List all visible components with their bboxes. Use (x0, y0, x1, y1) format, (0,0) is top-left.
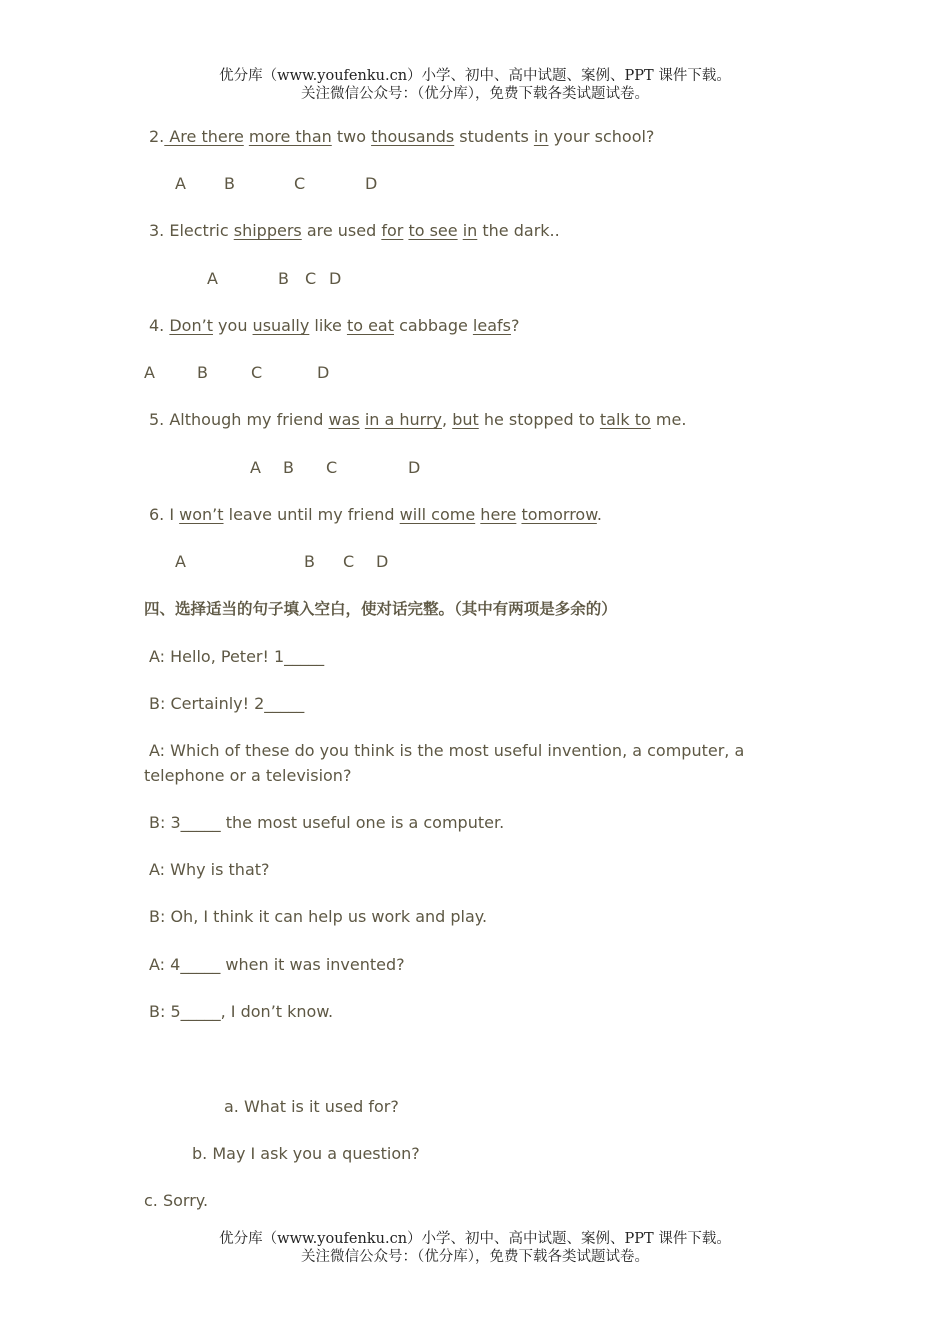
page-header (0, 67, 950, 103)
option-letter-c: C (251, 363, 263, 382)
choice-b: b. May I ask you a question? (192, 1144, 420, 1163)
underlined-part-c: thousands (371, 127, 455, 146)
option-letter-c: C (326, 458, 338, 477)
dialogue-line-8: B: 5_____, I don’t know. (149, 1002, 334, 1021)
underlined-part-d: talk to (599, 410, 651, 429)
underlined-part-a: shippers (233, 221, 302, 240)
text-segment: you (212, 316, 253, 335)
option-letter-a: A (144, 363, 155, 382)
question-number: 4. (149, 316, 170, 335)
option-letter-a: A (175, 552, 186, 571)
option-letter-c: C (343, 552, 355, 571)
option-letter-d: D (376, 552, 389, 571)
text-segment: two (331, 127, 372, 146)
choice-a: a. What is it used for? (224, 1097, 399, 1116)
underlined-part-c: to see (408, 221, 458, 240)
option-letter-b: B (224, 174, 235, 193)
dialogue-line-1: A: Hello, Peter! 1_____ (149, 647, 325, 666)
dialogue-line-6: B: Oh, I think it can help us work and play. (149, 907, 488, 926)
option-letter-d: D (329, 269, 342, 288)
option-letter-b: B (283, 458, 294, 477)
text-segment: leave until my friend (223, 505, 400, 524)
dialogue-line-4: B: 3_____ the most useful one is a computer. (149, 813, 505, 832)
footer-line-2: 关注微信公众号：（优分库），免费下载各类试题试卷。 (301, 1249, 649, 1265)
underlined-part-b: more than (248, 127, 332, 146)
underlined-part-a: Are there (164, 127, 244, 146)
text-segment: me. (650, 410, 687, 429)
option-letter-b: B (304, 552, 315, 571)
footer-line-1: 优分库（www.youfenku.cn）小学、初中、高中试题、案例、PPT 课件下载。 (219, 1231, 731, 1247)
underlined-part-a: Don’t (169, 316, 213, 335)
underlined-part-b: in a hurry (364, 410, 443, 429)
question-number: 6. I (149, 505, 180, 524)
dialogue-line-2: B: Certainly! 2_____ (149, 694, 305, 713)
underlined-part-c: to eat (346, 316, 395, 335)
dialogue-line-5: A: Why is that? (149, 860, 270, 879)
question-number: 5. Although my friend (149, 410, 329, 429)
header-line-2: 关注微信公众号：（优分库），免费下载各类试题试卷。 (301, 86, 649, 102)
section-4-title: 四、选择适当的句子填入空白，使对话完整。（其中有两项是多余的） (144, 600, 617, 618)
text-segment: cabbage (394, 316, 473, 335)
question-4 (149, 314, 519, 338)
text-segment: are used (301, 221, 382, 240)
text-segment: students (454, 127, 534, 146)
dialogue-line-3: A: Which of these do you think is the most useful invention, a computer, a (149, 741, 745, 760)
option-letter-a: A (207, 269, 218, 288)
text-segment: , (442, 410, 453, 429)
option-letter-a: A (175, 174, 186, 193)
question-number: 2. (149, 127, 165, 146)
text-segment: like (309, 316, 347, 335)
text-segment: your school? (548, 127, 655, 146)
choice-c: c. Sorry. (144, 1191, 209, 1210)
underlined-part-d: in (533, 127, 549, 146)
option-letter-d: D (317, 363, 330, 382)
question-2 (149, 125, 654, 149)
option-letter-b: B (197, 363, 208, 382)
page-footer (0, 1230, 950, 1266)
question-6 (149, 503, 602, 527)
text-segment: . (596, 505, 602, 524)
option-letter-d: D (365, 174, 378, 193)
underlined-part-c: but (452, 410, 479, 429)
underlined-part-b: for (381, 221, 404, 240)
underlined-part-a: was (328, 410, 360, 429)
question-3 (149, 219, 560, 243)
underlined-part-b: will come (399, 505, 476, 524)
underlined-part-d: in (462, 221, 478, 240)
underlined-part-b: usually (252, 316, 310, 335)
option-letter-d: D (408, 458, 421, 477)
text-segment: ? (510, 316, 520, 335)
header-line-1: 优分库（www.youfenku.cn）小学、初中、高中试题、案例、PPT 课件下载。 (219, 68, 731, 84)
option-letter-c: C (294, 174, 306, 193)
question-number: 3. Electric (149, 221, 234, 240)
option-letter-b: B (278, 269, 289, 288)
text-segment: he stopped to (478, 410, 600, 429)
question-5 (149, 408, 686, 432)
underlined-part-a: won’t (179, 505, 224, 524)
underlined-part-d: leafs (472, 316, 511, 335)
option-letter-a: A (250, 458, 261, 477)
underlined-part-d: tomorrow (521, 505, 597, 524)
underlined-part-c: here (480, 505, 517, 524)
dialogue-line-3-continued: telephone or a television? (144, 766, 352, 785)
dialogue-line-7: A: 4_____ when it was invented? (149, 955, 405, 974)
text-segment: the dark.. (477, 221, 560, 240)
option-letter-c: C (305, 269, 317, 288)
